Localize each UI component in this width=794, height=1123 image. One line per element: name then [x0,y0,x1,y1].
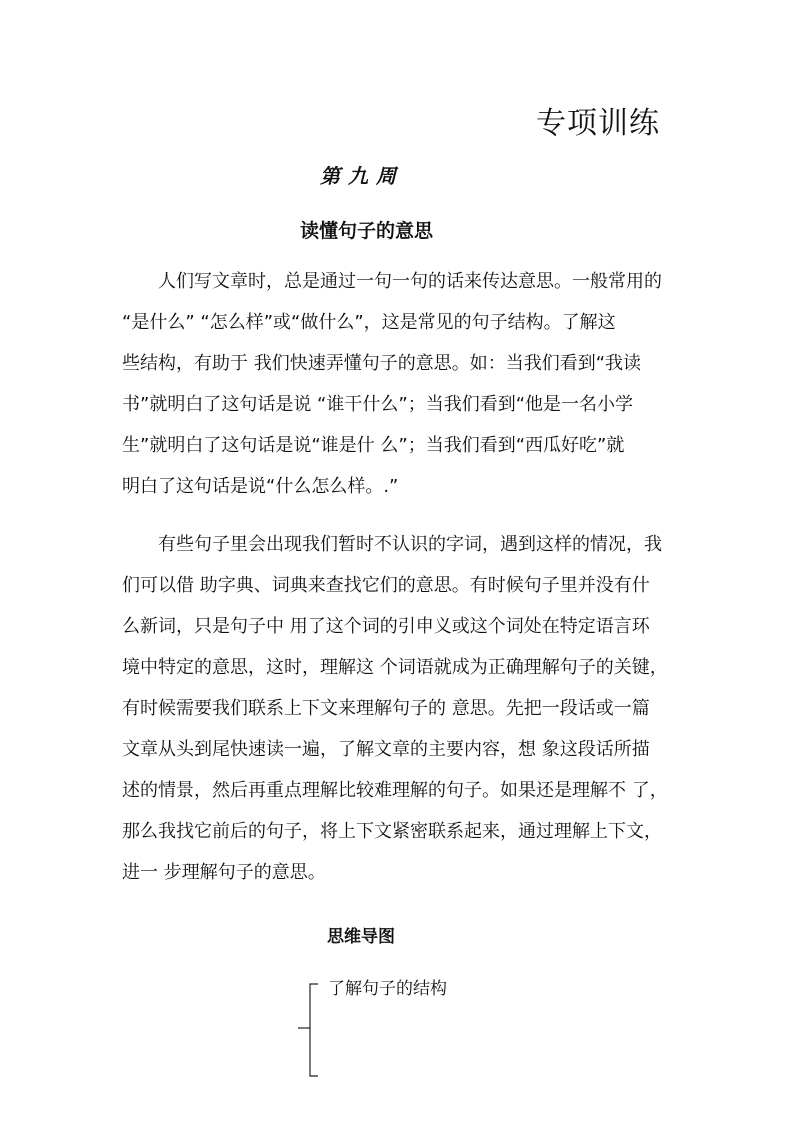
paragraph-context-understanding: 有些句子里会出现我们暂时不认识的字词，遇到这样的情况，我 们可以借 助字典、词典来查找它们的意思。有时候句子里并没有什 么新词，只是句子中 用了这个词的引申义或这个词处在特定语言环 境中特定的意思，这时，理解这 个词语就成为正确理解句子的关键， 有时候需要我们联系上下文来理解句子的 意思。先把一段话或一篇 文章从头到尾快速读一遍，了解文章的主要内容，想 象这段话所描 述的情景，然后再重点理解比较难理解的句子。如果还是理解不 了， 那么我找它前后的句子，将上下文紧密联系起来，通过理解上下文， 进一 步理解句子的意思。 [122,534,668,883]
mindmap-title: 思维导图 [327,927,395,947]
page-header-title: 专项训练 [536,106,660,141]
week-title: 第九周 [320,164,404,188]
section-title: 读懂句子的意思 [300,220,434,242]
mindmap-branch-label: 了解句子的结构 [328,979,447,999]
mindmap-diagram [296,972,596,1092]
paragraph-sentence-structure: 人们写文章时，总是通过一句一句的话来传达意思。一般常用的 “是什么” “怎么样”或“做什么”，这是常见的句子结构。了解这 些结构，有助于 我们快速弄懂句子的意思。如：当我们看到“我读 书”就明白了这句话是说 “谁干什么”；当我们看到“他是一名小学 生”就明白了这句话是说“谁是什 么”；当我们看到“西瓜好吃”就 明白了这句话是说“什么怎么样。.” [122,271,662,497]
